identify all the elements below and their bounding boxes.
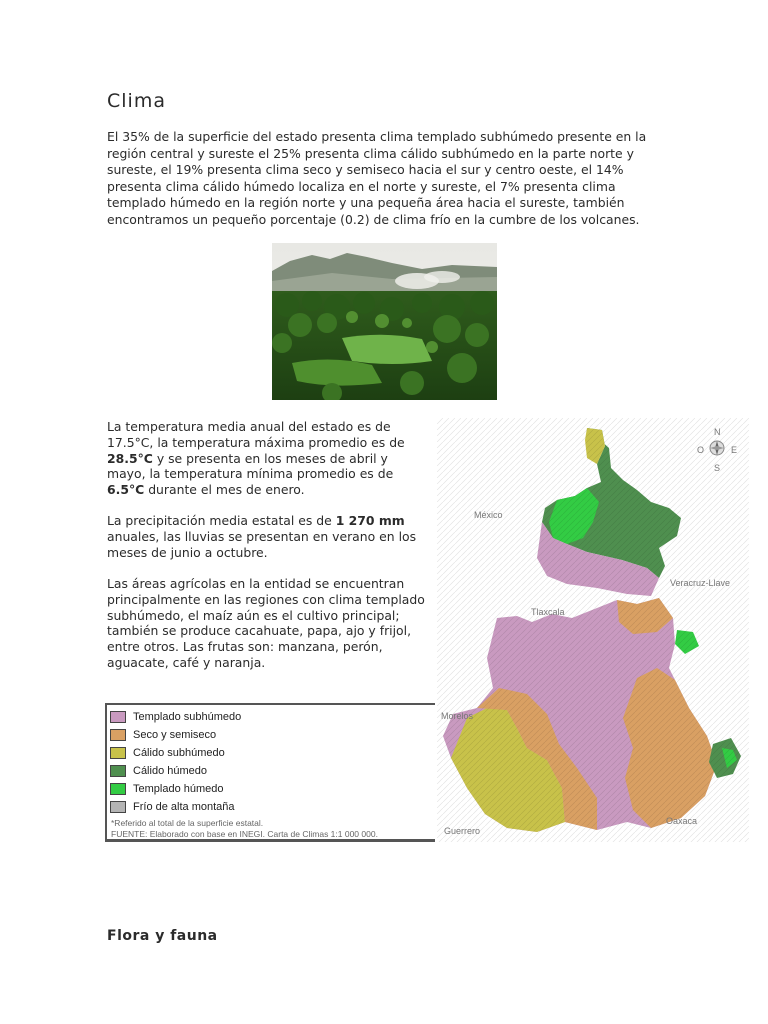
legend-item: Cálido húmedo: [110, 762, 207, 779]
min-temperature-value: 6.5°C: [107, 482, 145, 498]
legend-swatch: [110, 747, 126, 759]
legend-item: Templado húmedo: [110, 780, 224, 797]
clima-intro-paragraph: El 35% de la superficie del estado presenta clima templado subhúmedo presente en la región central y sureste el 25% presenta clima cálido subhúmedo en la parte norte y sureste, el 19% presenta clima seco y semiseco hacia el sur y centro oeste, el 14% presenta clima cálido húmedo localiza en el norte y sureste, el 7% presenta clima templado húmedo en la región norte y una pequeña área hacia el sureste, también encontramos un pequeño porcentaje (0.2) de clima frío en la cumbre de los volcanes.: [107, 129, 647, 227]
legend-note: *Referido al total de la superficie estatal.: [111, 818, 264, 828]
legend-swatch: [110, 711, 126, 723]
legend-item: Templado subhúmedo: [110, 708, 241, 725]
map-label-guerrero: Guerrero: [444, 826, 481, 836]
legend-item: Seco y semiseco: [110, 726, 216, 743]
temperature-paragraph: La temperatura media anual del estado es de 17.5°C, la temperatura máxima promedio es de 28.5°C y se presenta en los meses de abril y mayo, la temperatura mínima promedio es de 6.5°C durante el mes de enero.: [107, 419, 405, 498]
climate-map: [437, 418, 749, 842]
compass-south: S: [714, 463, 721, 473]
precipitation-value: 1 270 mm: [335, 513, 405, 528]
compass-north: N: [714, 427, 721, 437]
map-label-morelos: Morelos: [441, 711, 474, 721]
compass-rose-icon: [710, 441, 724, 455]
landscape-photo: [272, 243, 497, 400]
agriculture-paragraph: Las áreas agrícolas en la entidad se encuentran principalmente en las regiones con clima templado subhúmedo, el maíz aún es el cultivo principal; también se produce cacahuate, papa, ajo y frijol, entre otros. Las frutas son: manzana, perón, aguacate, café y naranja.: [107, 576, 425, 670]
climate-legend: [105, 703, 435, 842]
section-title-clima: Clima: [107, 90, 166, 112]
map-label-oaxaca: Oaxaca: [666, 816, 698, 826]
legend-swatch: [110, 729, 126, 741]
legend-swatch: [110, 801, 126, 813]
precipitation-paragraph: La precipitación media estatal es de 1 270 mm anuales, las lluvias se presentan en verano en los meses de junio a octubre.: [107, 513, 417, 560]
map-label-mexico: México: [474, 510, 503, 520]
max-temperature-value: 28.5°C: [107, 450, 153, 466]
legend-source: FUENTE: Elaborado con base en INEGI. Carta de Climas 1:1 000 000.: [111, 829, 378, 839]
section-title-flora: Flora y fauna: [107, 928, 218, 944]
legend-swatch: [110, 765, 126, 777]
legend-item: Frío de alta montaña: [110, 798, 235, 815]
compass-east: E: [731, 445, 738, 455]
legend-item: Cálido subhúmedo: [110, 744, 225, 761]
legend-swatch: [110, 783, 126, 795]
map-label-tlaxcala: Tlaxcala: [531, 607, 565, 617]
compass-west: O: [697, 445, 705, 455]
map-label-veracruz: Veracruz-Llave: [670, 578, 731, 588]
